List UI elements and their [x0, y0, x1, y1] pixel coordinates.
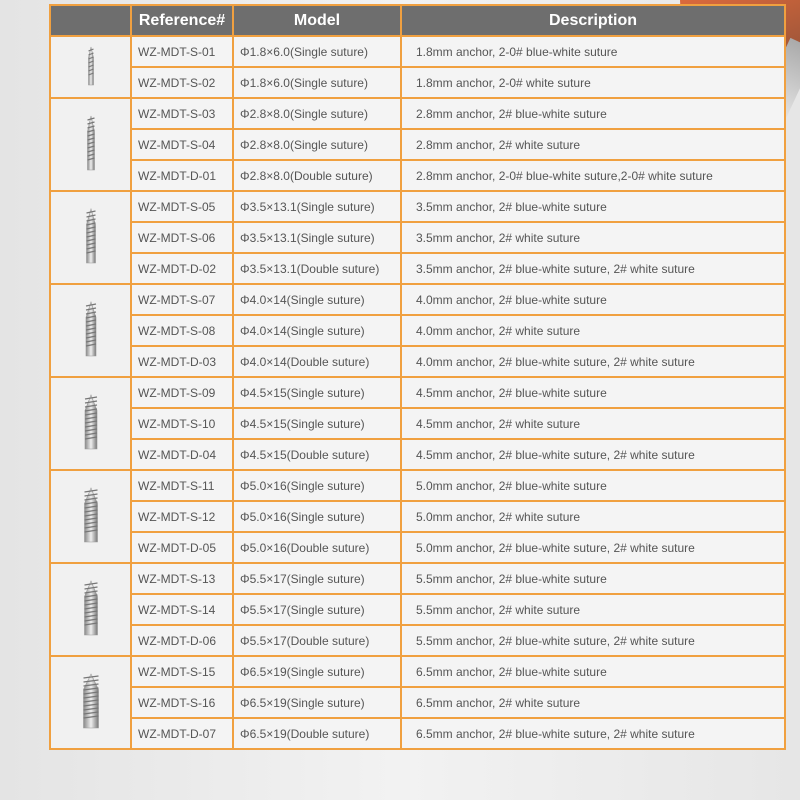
- model-cell: Φ3.5×13.1(Single suture): [233, 191, 401, 222]
- reference-cell: WZ-MDT-S-12: [131, 501, 233, 532]
- model-cell: Φ5.0×16(Single suture): [233, 470, 401, 501]
- description-cell: 5.0mm anchor, 2# white suture: [401, 501, 785, 532]
- table-row: [50, 656, 785, 687]
- anchor-image-cell: [50, 284, 131, 377]
- anchor-6.5-icon: [71, 672, 111, 730]
- model-cell: Φ1.8×6.0(Single suture): [233, 36, 401, 67]
- table-row: [50, 315, 785, 346]
- table-row: [50, 36, 785, 67]
- anchor-image-cell: [50, 470, 131, 563]
- reference-cell: WZ-MDT-D-02: [131, 253, 233, 284]
- description-cell: 4.0mm anchor, 2# white suture: [401, 315, 785, 346]
- description-cell: 5.0mm anchor, 2# blue-white suture: [401, 470, 785, 501]
- reference-cell: WZ-MDT-S-15: [131, 656, 233, 687]
- table-row: [50, 718, 785, 749]
- header-model: Model: [233, 5, 401, 36]
- model-cell: Φ4.5×15(Double suture): [233, 439, 401, 470]
- table-row: [50, 470, 785, 501]
- anchor-1.8-icon: [71, 45, 111, 87]
- anchor-image-cell: [50, 98, 131, 191]
- model-cell: Φ5.5×17(Single suture): [233, 563, 401, 594]
- header-reference: Reference#: [131, 5, 233, 36]
- anchor-image-cell: [50, 36, 131, 98]
- reference-cell: WZ-MDT-D-01: [131, 160, 233, 191]
- table-row: [50, 253, 785, 284]
- anchor-5.5-icon: [71, 579, 111, 637]
- table-row: [50, 408, 785, 439]
- reference-cell: WZ-MDT-S-05: [131, 191, 233, 222]
- model-cell: Φ1.8×6.0(Single suture): [233, 67, 401, 98]
- reference-cell: WZ-MDT-S-14: [131, 594, 233, 625]
- table-row: [50, 346, 785, 377]
- anchor-3.5-icon: [71, 207, 111, 265]
- description-cell: 4.0mm anchor, 2# blue-white suture: [401, 284, 785, 315]
- table-row: [50, 160, 785, 191]
- anchor-image-cell: [50, 656, 131, 749]
- reference-cell: WZ-MDT-D-06: [131, 625, 233, 656]
- reference-cell: WZ-MDT-S-01: [131, 36, 233, 67]
- table-row: [50, 594, 785, 625]
- reference-cell: WZ-MDT-S-11: [131, 470, 233, 501]
- table-row: [50, 532, 785, 563]
- model-cell: Φ4.5×15(Single suture): [233, 408, 401, 439]
- reference-cell: WZ-MDT-S-10: [131, 408, 233, 439]
- table-row: [50, 625, 785, 656]
- reference-cell: WZ-MDT-S-09: [131, 377, 233, 408]
- model-cell: Φ2.8×8.0(Double suture): [233, 160, 401, 191]
- anchor-5.0-icon: [71, 486, 111, 544]
- table-row: [50, 563, 785, 594]
- model-cell: Φ2.8×8.0(Single suture): [233, 98, 401, 129]
- reference-cell: WZ-MDT-S-13: [131, 563, 233, 594]
- model-cell: Φ2.8×8.0(Single suture): [233, 129, 401, 160]
- model-cell: Φ3.5×13.1(Double suture): [233, 253, 401, 284]
- header-description: Description: [401, 5, 785, 36]
- table-header-row: [50, 5, 785, 36]
- product-spec-table: [49, 4, 786, 750]
- anchor-image-cell: [50, 563, 131, 656]
- description-cell: 3.5mm anchor, 2# white suture: [401, 222, 785, 253]
- reference-cell: WZ-MDT-S-06: [131, 222, 233, 253]
- model-cell: Φ4.5×15(Single suture): [233, 377, 401, 408]
- table-row: [50, 439, 785, 470]
- reference-cell: WZ-MDT-D-05: [131, 532, 233, 563]
- header-image: [50, 5, 131, 36]
- reference-cell: WZ-MDT-S-08: [131, 315, 233, 346]
- description-cell: 1.8mm anchor, 2-0# blue-white suture: [401, 36, 785, 67]
- table-row: [50, 284, 785, 315]
- description-cell: 5.5mm anchor, 2# white suture: [401, 594, 785, 625]
- description-cell: 3.5mm anchor, 2# blue-white suture, 2# white suture: [401, 253, 785, 284]
- anchor-2.8-icon: [71, 114, 111, 172]
- reference-cell: WZ-MDT-S-04: [131, 129, 233, 160]
- table-row: [50, 191, 785, 222]
- reference-cell: WZ-MDT-S-02: [131, 67, 233, 98]
- model-cell: Φ4.0×14(Single suture): [233, 315, 401, 346]
- reference-cell: WZ-MDT-S-03: [131, 98, 233, 129]
- reference-cell: WZ-MDT-D-07: [131, 718, 233, 749]
- description-cell: 6.5mm anchor, 2# white suture: [401, 687, 785, 718]
- description-cell: 4.5mm anchor, 2# blue-white suture: [401, 377, 785, 408]
- description-cell: 1.8mm anchor, 2-0# white suture: [401, 67, 785, 98]
- description-cell: 4.0mm anchor, 2# blue-white suture, 2# white suture: [401, 346, 785, 377]
- model-cell: Φ5.0×16(Double suture): [233, 532, 401, 563]
- table-row: [50, 687, 785, 718]
- description-cell: 3.5mm anchor, 2# blue-white suture: [401, 191, 785, 222]
- table-row: [50, 67, 785, 98]
- description-cell: 5.5mm anchor, 2# blue-white suture, 2# white suture: [401, 625, 785, 656]
- anchor-4.0-icon: [71, 300, 111, 358]
- reference-cell: WZ-MDT-S-07: [131, 284, 233, 315]
- model-cell: Φ5.5×17(Single suture): [233, 594, 401, 625]
- reference-cell: WZ-MDT-D-03: [131, 346, 233, 377]
- anchor-image-cell: [50, 377, 131, 470]
- description-cell: 6.5mm anchor, 2# blue-white suture: [401, 656, 785, 687]
- description-cell: 2.8mm anchor, 2-0# blue-white suture,2-0# white suture: [401, 160, 785, 191]
- table-row: [50, 377, 785, 408]
- reference-cell: WZ-MDT-D-04: [131, 439, 233, 470]
- model-cell: Φ6.5×19(Double suture): [233, 718, 401, 749]
- description-cell: 4.5mm anchor, 2# white suture: [401, 408, 785, 439]
- anchor-4.5-icon: [71, 393, 111, 451]
- anchor-image-cell: [50, 191, 131, 284]
- description-cell: 5.0mm anchor, 2# blue-white suture, 2# white suture: [401, 532, 785, 563]
- model-cell: Φ5.5×17(Double suture): [233, 625, 401, 656]
- description-cell: 4.5mm anchor, 2# blue-white suture, 2# white suture: [401, 439, 785, 470]
- description-cell: 2.8mm anchor, 2# white suture: [401, 129, 785, 160]
- description-cell: 2.8mm anchor, 2# blue-white suture: [401, 98, 785, 129]
- table-row: [50, 222, 785, 253]
- model-cell: Φ6.5×19(Single suture): [233, 687, 401, 718]
- model-cell: Φ6.5×19(Single suture): [233, 656, 401, 687]
- model-cell: Φ3.5×13.1(Single suture): [233, 222, 401, 253]
- table-row: [50, 501, 785, 532]
- model-cell: Φ4.0×14(Single suture): [233, 284, 401, 315]
- model-cell: Φ4.0×14(Double suture): [233, 346, 401, 377]
- model-cell: Φ5.0×16(Single suture): [233, 501, 401, 532]
- description-cell: 6.5mm anchor, 2# blue-white suture, 2# white suture: [401, 718, 785, 749]
- reference-cell: WZ-MDT-S-16: [131, 687, 233, 718]
- table-row: [50, 98, 785, 129]
- description-cell: 5.5mm anchor, 2# blue-white suture: [401, 563, 785, 594]
- table-row: [50, 129, 785, 160]
